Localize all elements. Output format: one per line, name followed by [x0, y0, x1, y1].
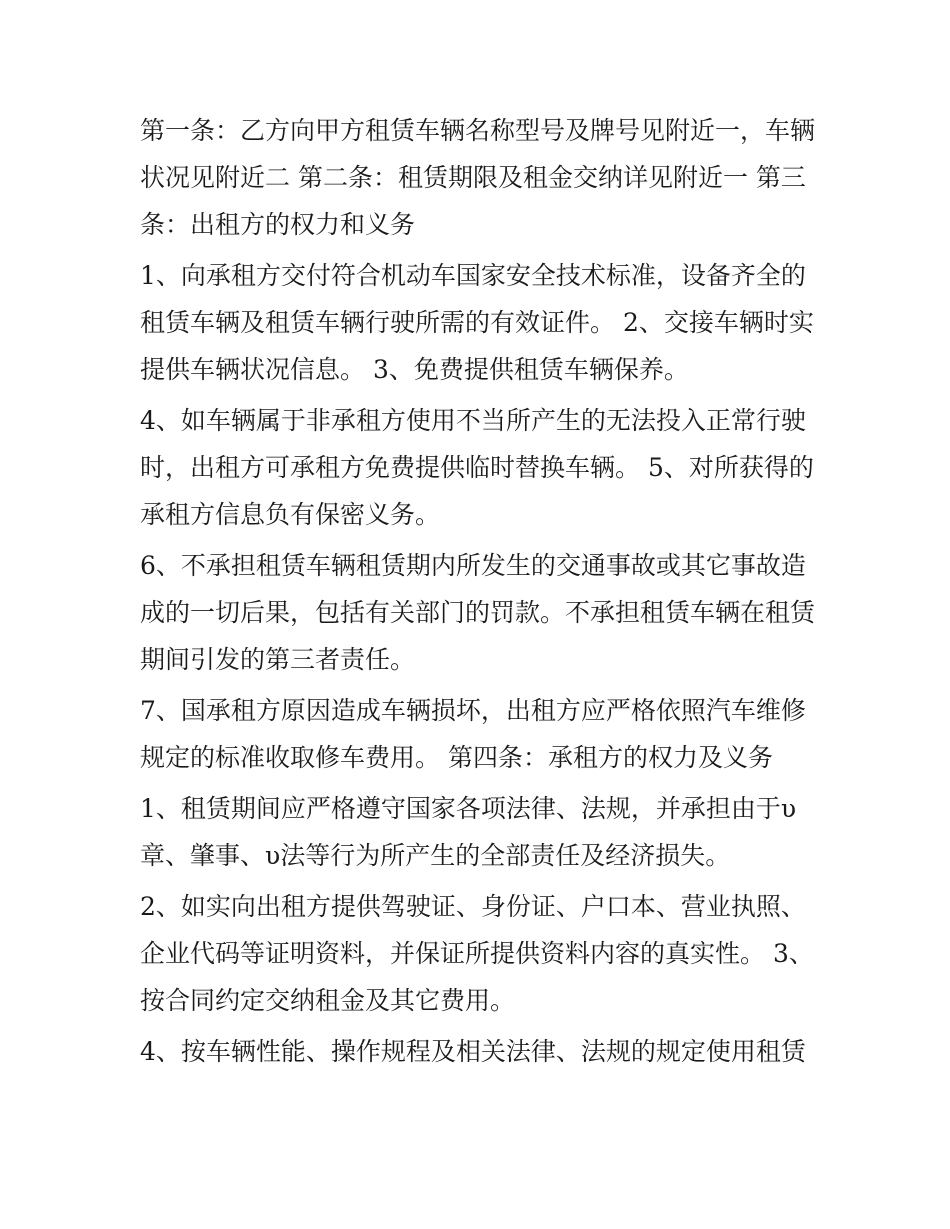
text-line: 1、租赁期间应严格遵守国家各项法律、法规，并承担由于υ — [140, 794, 797, 823]
text-line: 7、国承租方原因造成车辆损坏，出租方应严格依照汽车维修 — [140, 696, 806, 725]
text-line: 企业代码等证明资料，并保证所提供资料内容的真实性。 3、 — [140, 939, 814, 968]
text-line: 章、肇事、υ法等行为所产生的全部责任及经济损失。 — [140, 841, 731, 870]
text-line: 时，出租方可承租方免费提供临时替换车辆。 5、对所获得的 — [140, 453, 814, 482]
document-body — [140, 107, 816, 1075]
text-line: 状况见附近二 第二条：租赁期限及租金交纳详见附近一 第三 — [140, 163, 806, 192]
text-line: 4、如车辆属于非承租方使用不当所产生的无法投入正常行驶 — [140, 406, 806, 435]
text-line: 规定的标准收取修车费用。 第四条：承租方的权力及义务 — [140, 743, 773, 772]
text-line: 承租方信息负有保密义务。 — [140, 500, 441, 529]
text-line: 期间引发的第三者责任。 — [140, 645, 416, 674]
text-line: 6、不承担租赁车辆租赁期内所发生的交通事故或其它事故造 — [140, 551, 806, 580]
text-line: 2、如实向出租方提供驾驶证、身份证、户口本、营业执照、 — [140, 892, 806, 921]
text-line: 1、向承租方交付符合机动车国家安全技术标准，设备齐全的 — [140, 261, 806, 290]
text-line: 提供车辆状况信息。 3、免费提供租赁车辆保养。 — [140, 355, 689, 384]
text-line: 租赁车辆及租赁车辆行驶所需的有效证件。 2、交接车辆时实 — [140, 308, 814, 337]
text-line: 成的一切后果，包括有关部门的罚款。不承担租赁车辆在租赁 — [140, 598, 816, 627]
text-line: 条：出租方的权力和义务 — [140, 210, 416, 239]
text-line: 4、按车辆性能、操作规程及相关法律、法规的规定使用租赁 — [140, 1037, 806, 1066]
text-line: 第一条：乙方向甲方租赁车辆名称型号及牌号见附近一，车辆 — [140, 116, 816, 145]
text-line: 按合同约定交纳租金及其它费用。 — [140, 986, 516, 1015]
